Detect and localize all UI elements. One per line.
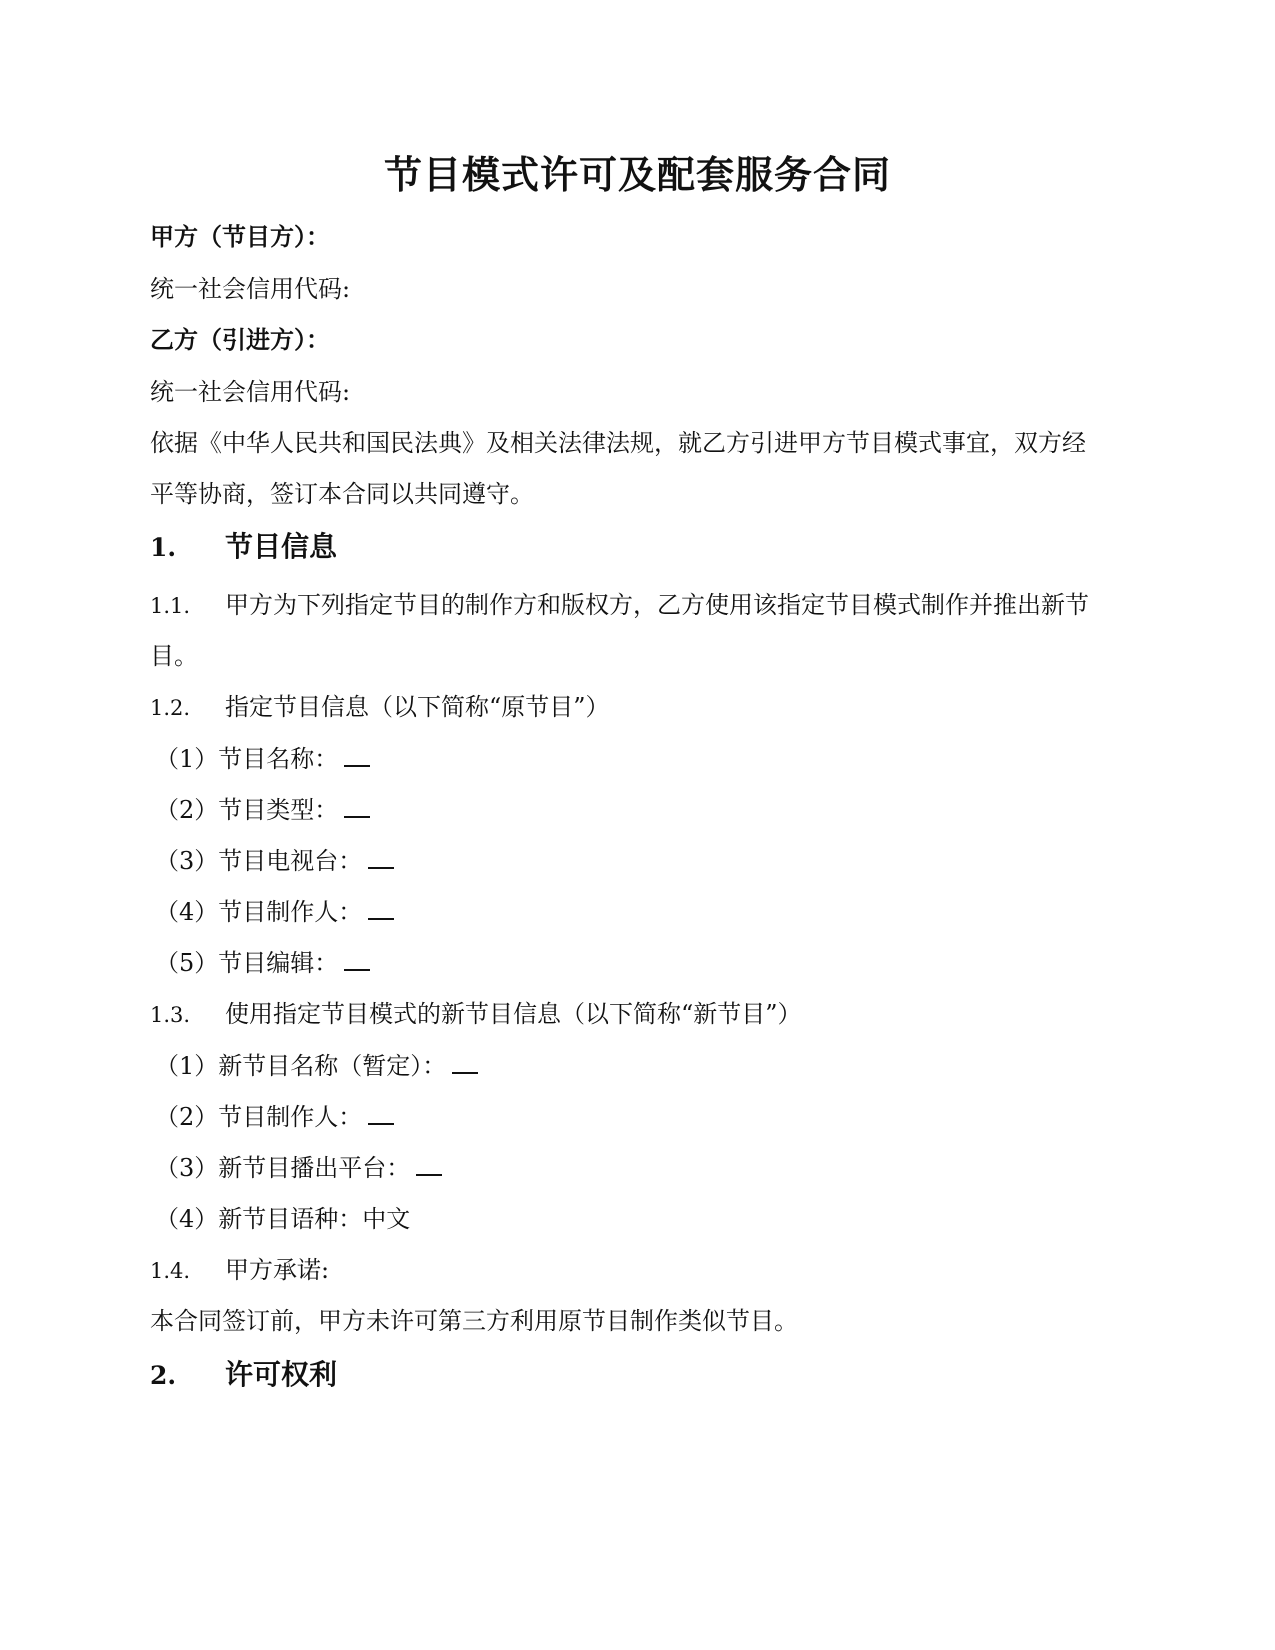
clause-1-1 xyxy=(150,588,1089,623)
section-2-title: 许可权利 xyxy=(225,1358,338,1391)
clause-1-3 xyxy=(150,997,802,1032)
clause-1-4-body: 本合同签订前，甲方未许可第三方利用原节目制作类似节目。 xyxy=(150,1307,798,1335)
item-label: （3）节目电视台： xyxy=(155,847,363,875)
item-label: （1）节目名称： xyxy=(155,745,339,773)
clause-1-3-text: 使用指定节目模式的新节目信息（以下简称“新节目”） xyxy=(225,1000,802,1028)
blank-field xyxy=(452,1054,478,1074)
clause-1-4 xyxy=(150,1253,329,1288)
section-2-heading xyxy=(150,1358,337,1393)
blank-field xyxy=(344,747,370,767)
party-a-credit-code-label: 统一社会信用代码: xyxy=(150,275,351,303)
document-title: 节目模式许可及配套服务合同 xyxy=(383,152,891,197)
clause-1-4-text: 甲方承诺: xyxy=(225,1256,330,1284)
blank-field xyxy=(344,951,370,971)
original-program-editor-item xyxy=(155,946,370,980)
blank-field xyxy=(368,849,394,869)
item-label: （2）节目制作人： xyxy=(155,1103,363,1131)
blank-field xyxy=(368,1105,394,1125)
original-program-type-item xyxy=(155,793,370,827)
item-label: （4）节目制作人： xyxy=(155,898,363,926)
party-b-label: 乙方（引进方）： xyxy=(150,325,330,354)
clause-1-4-number: 1.4. xyxy=(150,1259,191,1283)
preamble-line-1: 依据《中华人民共和国民法典》及相关法律法规，就乙方引进甲方节目模式事宜，双方经 xyxy=(150,429,1086,457)
new-program-language-item xyxy=(155,1202,410,1236)
new-program-name-item xyxy=(155,1049,478,1083)
item-label: （4）新节目语种：中文 xyxy=(155,1205,411,1233)
clause-1-1-text: 甲方为下列指定节目的制作方和版权方，乙方使用该指定节目模式制作并推出新节 xyxy=(225,591,1089,619)
blank-field xyxy=(416,1156,442,1176)
blank-field xyxy=(344,798,370,818)
clause-1-2 xyxy=(150,690,610,725)
clause-1-2-text: 指定节目信息（以下简称“原节目”） xyxy=(225,693,610,721)
section-1-heading xyxy=(150,530,337,565)
preamble-line-2: 平等协商，签订本合同以共同遵守。 xyxy=(150,480,534,508)
item-label: （1）新节目名称（暂定）： xyxy=(155,1052,447,1080)
section-1-title: 节目信息 xyxy=(225,530,338,563)
clause-1-2-number: 1.2. xyxy=(150,696,191,720)
blank-field xyxy=(368,900,394,920)
section-2-number: 2. xyxy=(150,1361,177,1390)
item-label: （5）节目编辑： xyxy=(155,949,339,977)
new-program-producer-item xyxy=(155,1100,394,1134)
clause-1-3-number: 1.3. xyxy=(150,1003,191,1027)
party-a-label: 甲方（节目方）： xyxy=(150,222,330,251)
item-label: （2）节目类型： xyxy=(155,796,339,824)
section-1-number: 1. xyxy=(150,533,177,562)
new-program-platform-item xyxy=(155,1151,442,1185)
original-program-station-item xyxy=(155,844,394,878)
party-b-credit-code-label: 统一社会信用代码: xyxy=(150,378,351,406)
original-program-producer-item xyxy=(155,895,394,929)
clause-1-1-continued: 目。 xyxy=(150,642,198,670)
clause-1-1-number: 1.1. xyxy=(150,594,191,618)
item-label: （3）新节目播出平台： xyxy=(155,1154,411,1182)
original-program-name-item xyxy=(155,742,370,776)
